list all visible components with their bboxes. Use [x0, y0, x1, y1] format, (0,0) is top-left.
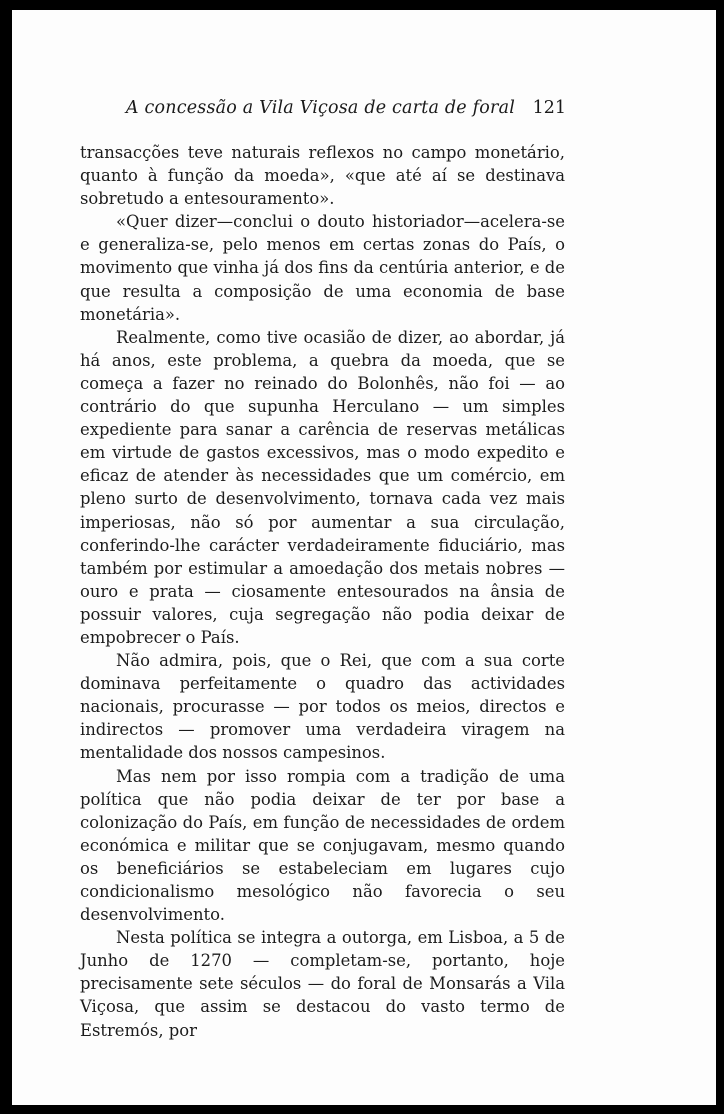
paragraph-4: Não admira, pois, que o Rei, que com a sua corte dominava perfeitamente o quadro das actividades nacionais, procurasse — por todos os meios, directos e indirectos — promover uma verdadeira viragem na mentalidade dos nossos campesinos.	[80, 651, 565, 763]
page-number: 121	[532, 98, 566, 118]
body-text	[80, 141, 565, 1042]
paragraph-6: Nesta política se integra a outorga, em Lisboa, a 5 de Junho de 1270 — completam-se, portanto, hoje precisamente sete séculos — do foral de Monsarás a Vila Viçosa, que assim se destacou do vasto termo de Estremós, por	[80, 928, 565, 1040]
running-title: A concessão a Vila Viçosa de carta de foral	[125, 98, 516, 118]
paragraph-5: Mas nem por isso rompia com a tradição de uma política que não podia deixar de ter por base a colonização do País, em função de necessidades de ordem económica e militar que se conjugavam, mesmo quando os beneficiários se estabeleciam em lugares cujo condicionalismo mesológico não favorecia o seu desenvolvimento.	[80, 766, 565, 925]
paragraph-1: transacções teve naturais reflexos no campo monetário, quanto à função da moeda», «que até aí se destinava sobretudo a entesouramento».	[80, 143, 565, 209]
page-header	[12, 98, 566, 118]
paragraph-2: «Quer dizer—conclui o douto historiador—acelera-se e generaliza-se, pelo menos em certas zonas do País, o movimento que vinha já dos fins da centúria anterior, e de que resulta a composição de uma economia de base monetária».	[80, 212, 565, 324]
document-page	[12, 10, 716, 1105]
paragraph-3: Realmente, como tive ocasião de dizer, ao abordar, já há anos, este problema, a quebra da moeda, que se começa a fazer no reinado do Bolonhês, não foi — ao contrário do que supunha Herculano — um simples expediente para sanar a carência de reservas metálicas em virtude de gastos excessivos, mas o modo expedito e eficaz de atender às necessidades que um comércio, em pleno surto de desenvolvimento, tornava cada vez mais imperiosas, não só por aumentar a sua circulação, conferindo-lhe carácter verdadeiramente fiduciário, mas também por estimular a amoedação dos metais nobres — ouro e prata — ciosamente entesourados na ânsia de possuir valores, cuja segregação não podia deixar de empobrecer o País.	[80, 327, 565, 647]
